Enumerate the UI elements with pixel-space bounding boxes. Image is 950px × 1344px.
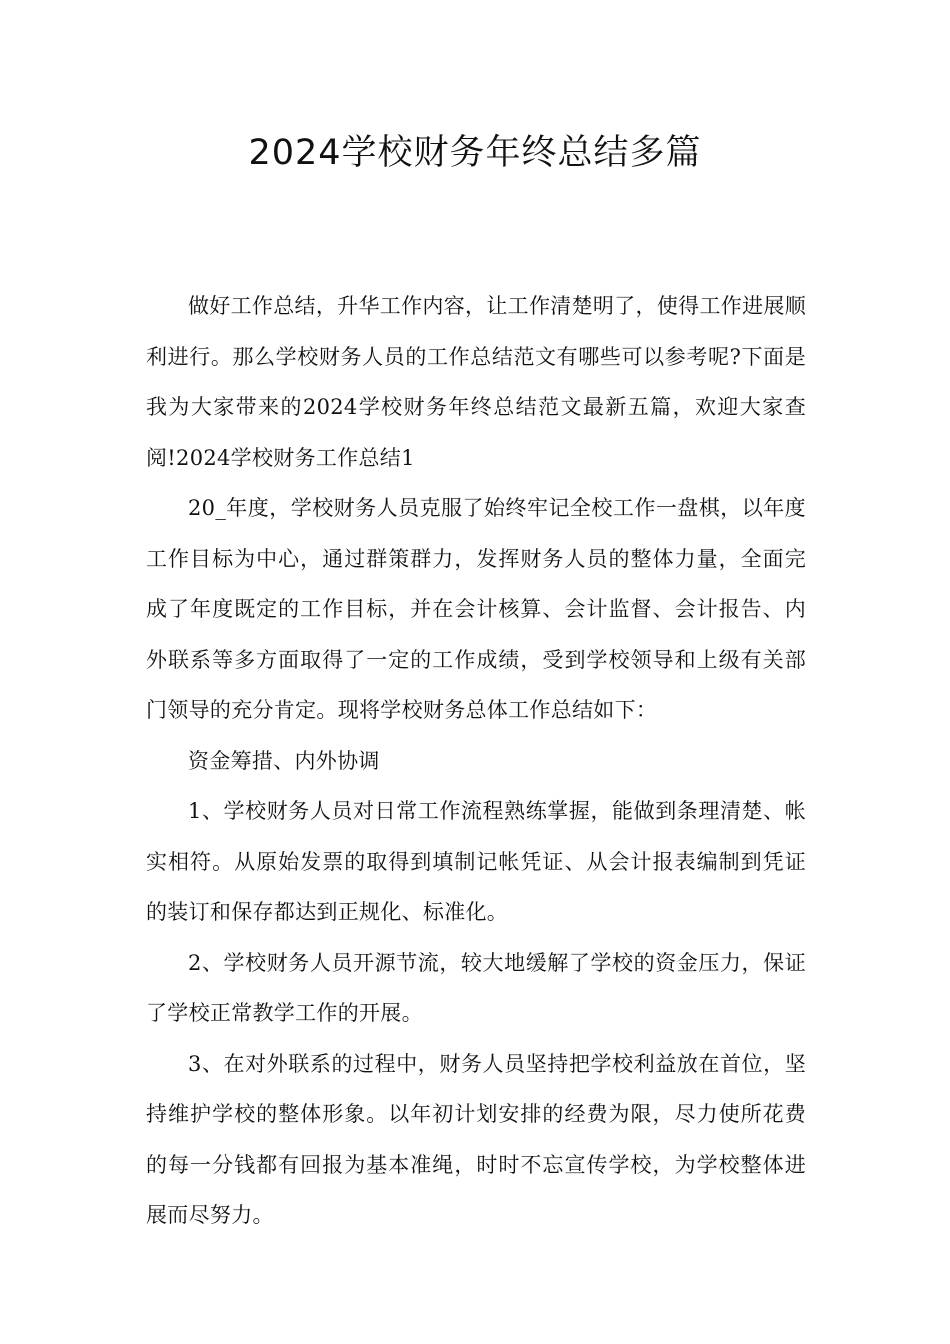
- paragraph-item-2: 2、学校财务人员开源节流，较大地缓解了学校的资金压力，保证了学校正常教学工作的开展。: [146, 950, 806, 1025]
- document-body: [146, 281, 806, 1241]
- section-heading-funding: 资金筹措、内外协调: [188, 748, 380, 773]
- paragraph-item-3: 3、在对外联系的过程中，财务人员坚持把学校利益放在首位，坚持维护学校的整体形象。以年初计划安排的经费为限，尽力使所花费的每一分钱都有回报为基本准绳，时时不忘宣传学校，为学校整体进展而尽努力。: [146, 1051, 806, 1227]
- document-title: 2024学校财务年终总结多篇: [248, 133, 702, 173]
- paragraph-intro: 做好工作总结，升华工作内容，让工作清楚明了，使得工作进展顺利进行。那么学校财务人员的工作总结范文有哪些可以参考呢?下面是我为大家带来的2024学校财务年终总结范文最新五篇，欢迎大家查阅!2024学校财务工作总结1: [146, 294, 806, 470]
- paragraph-overview: 20_年度，学校财务人员克服了始终牢记全校工作一盘棋，以年度工作目标为中心，通过群策群力，发挥财务人员的整体力量，全面完成了年度既定的工作目标，并在会计核算、会计监督、会计报告、内外联系等多方面取得了一定的工作成绩，受到学校领导和上级有关部门领导的充分肯定。现将学校财务总体工作总结如下：: [146, 496, 806, 722]
- paragraph-item-1: 1、学校财务人员对日常工作流程熟练掌握，能做到条理清楚、帐实相符。从原始发票的取得到填制记帐凭证、从会计报表编制到凭证的装订和保存都达到正规化、标准化。: [146, 799, 806, 924]
